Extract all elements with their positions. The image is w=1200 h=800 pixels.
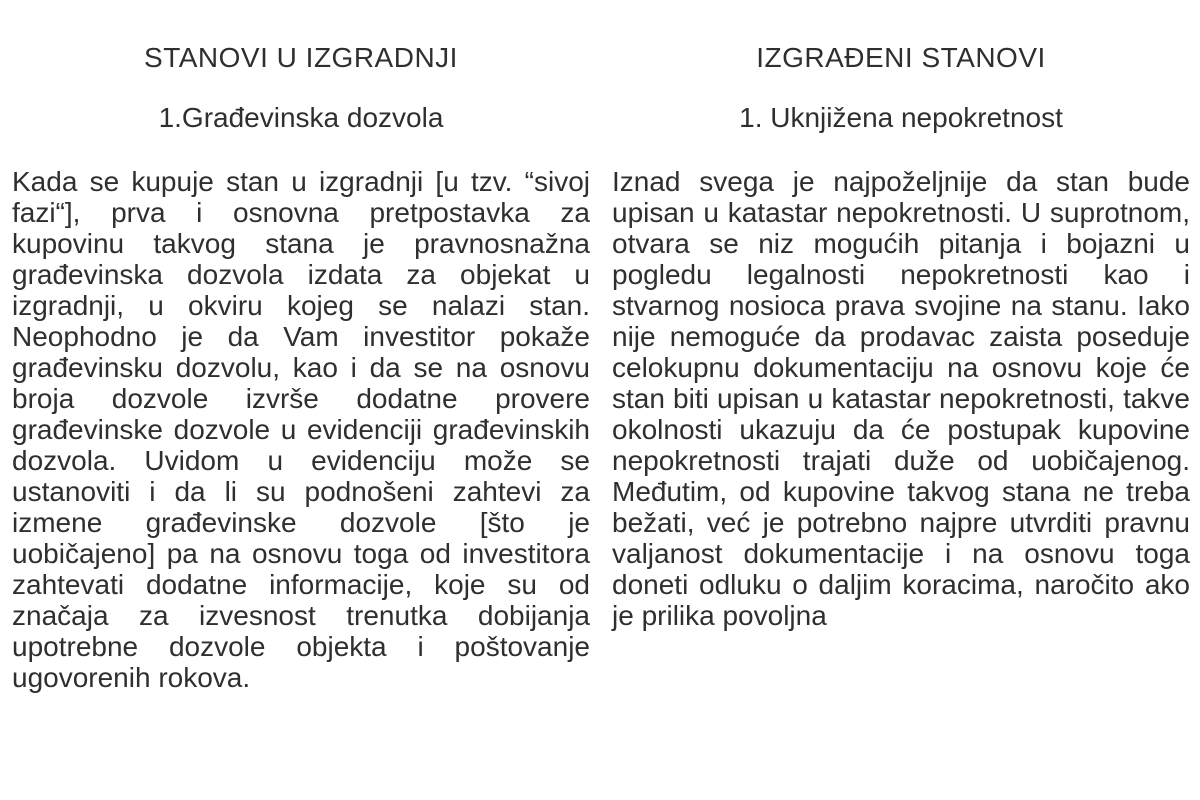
column-izgradjeni-stanovi — [612, 42, 1190, 693]
two-column-layout — [12, 42, 1190, 693]
column-title-izgradjeni-stanovi: IZGRAĐENI STANOVI — [756, 42, 1046, 73]
column-subtitle-gradjevinska-dozvola: 1.Građevinska dozvola — [158, 102, 444, 133]
column-body-izgradjeni-stanovi: Iznad svega je najpoželjnije da stan bude upisan u katastar nepokretnosti. U suprotnom, otvara se niz mogućih pitanja i bojazni u pogledu legalnosti nepokretnosti kao i stvarnog nosioca prava svojine na stanu. Iako nije nemoguće da prodavac zaista poseduje celokupnu dokumentaciju na osnovu koje će stan biti upisan u katastar nepokretnosti, takve okolnosti ukazuju da će postupak kupovine nepokretnosti trajati duže od uobičajenog. Međutim, od kupovine takvog stana ne treba bežati, već je potrebno najpre utvrditi pravnu valjanost dokumentacije i na osnovu toga doneti odluku o daljim koracima, naročito ako je prilika povoljna — [612, 166, 1190, 631]
column-subtitle-uknjizena-nepokretnost: 1. Uknjižena nepokretnost — [739, 102, 1063, 133]
column-title-stanovi-u-izgradnji: STANOVI U IZGRADNJI — [144, 42, 458, 73]
column-body-stanovi-u-izgradnji: Kada se kupuje stan u izgradnji [u tzv. “sivoj fazi“], prva i osnovna pretpostavka za kupovinu takvog stana je pravnosnažna građevinska dozvola izdata za objekat u izgradnji, u okviru kojeg se nalazi stan. Neophodno je da Vam investitor pokaže građevinsku dozvolu, kao i da se na osnovu broja dozvole izvrše dodatne provere građevinske dozvole u evidenciji građevinskih dozvola. Uvidom u evidenciju može se ustanoviti i da li su podnošeni zahtevi za izmene građevinske dozvole [što je uobičajeno] pa na osnovu toga od investitora zahtevati dodatne informacije, koje su od značaja za izvesnost trenutka dobijanja upotrebne dozvole objekta i poštovanje ugovorenih rokova. — [12, 166, 590, 693]
column-stanovi-u-izgradnji — [12, 42, 590, 693]
